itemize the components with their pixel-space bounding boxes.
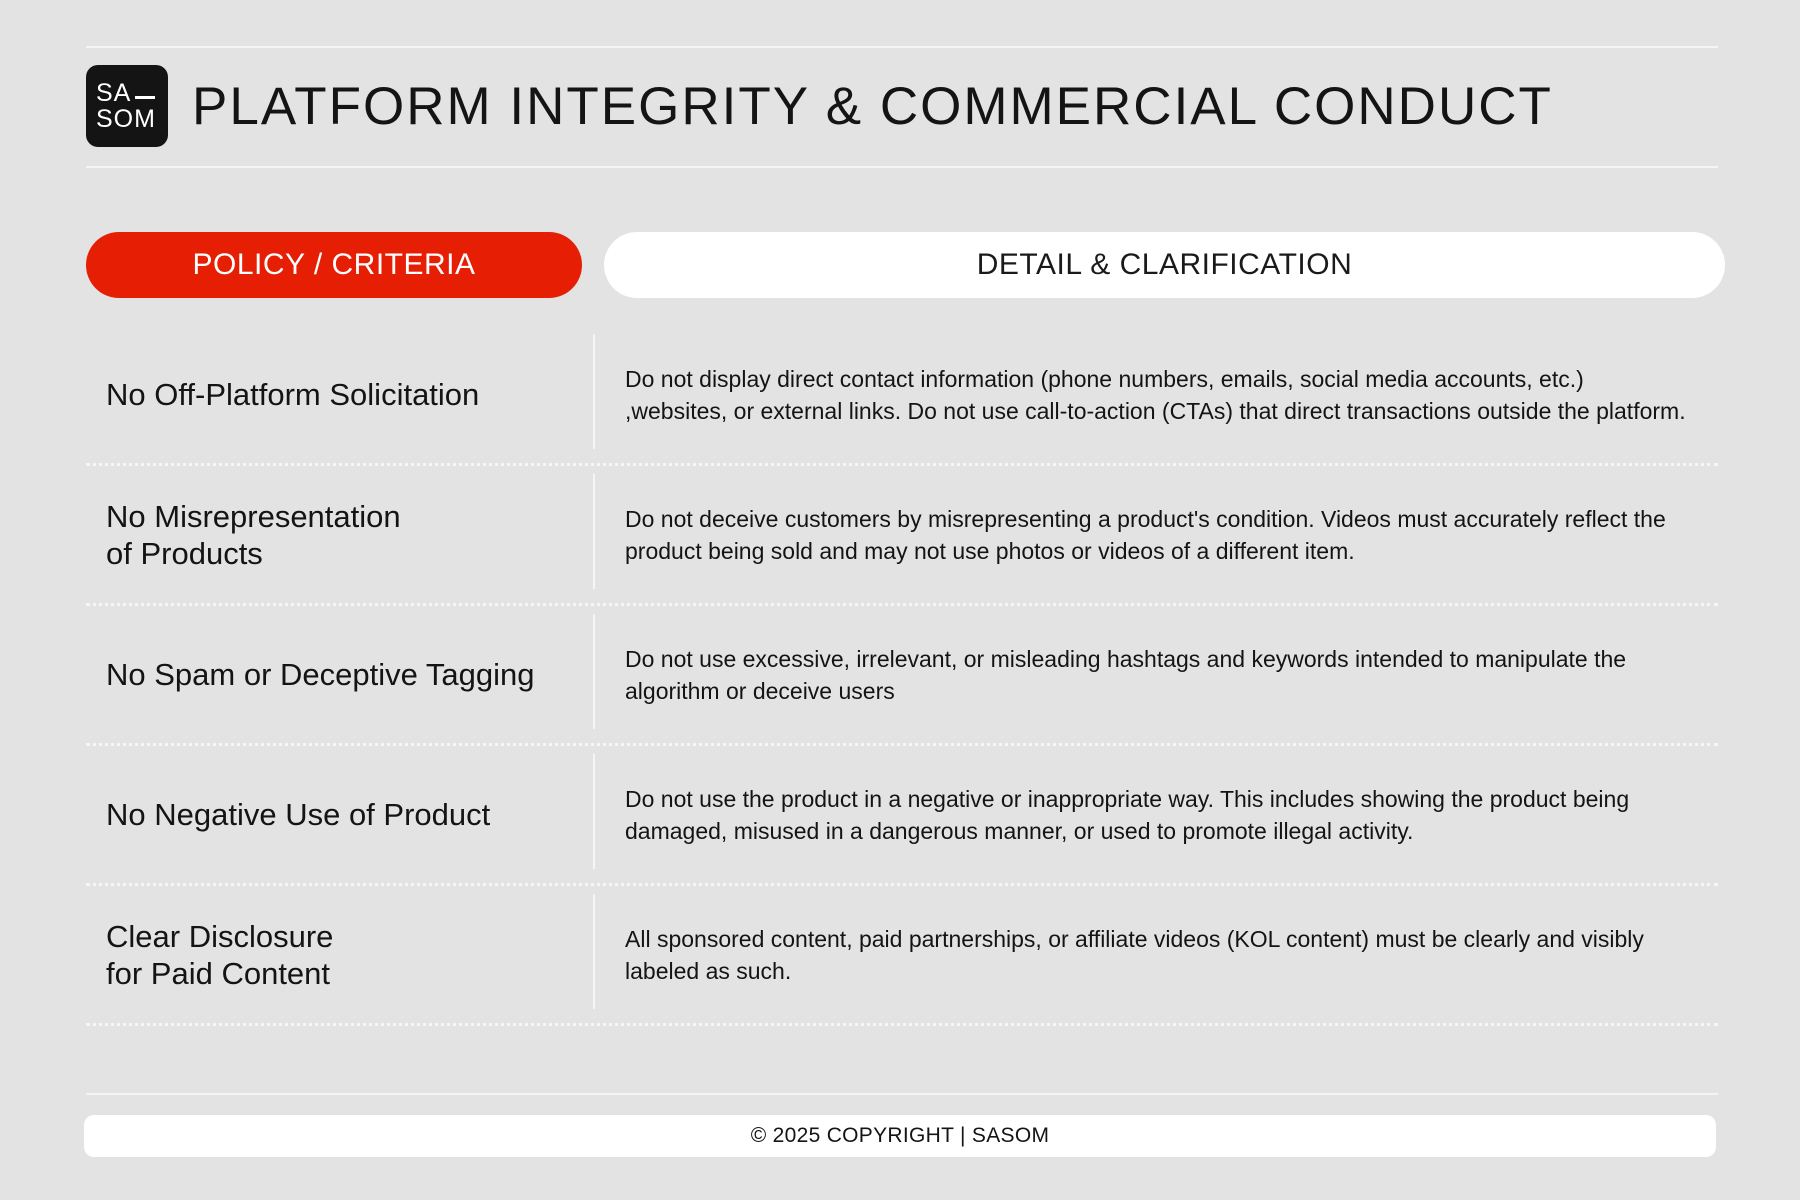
criteria-cell: No Spam or Deceptive Tagging — [106, 657, 535, 692]
criteria-cell: Clear Disclosure for Paid Content — [106, 918, 334, 991]
header-divider — [86, 166, 1718, 168]
column-divider — [593, 334, 595, 449]
table-row — [86, 746, 1718, 886]
table-row — [86, 886, 1718, 1026]
footer-copyright: © 2025 COPYRIGHT | SASOM — [84, 1115, 1716, 1157]
detail-cell: Do not deceive customers by misrepresenting a product's condition. Videos must accurately reflect the product being sold and may not use photos or videos of a different item. — [625, 505, 1666, 564]
detail-cell: Do not use excessive, irrelevant, or misleading hashtags and keywords intended to manipulate the algorithm or deceive users — [625, 645, 1627, 704]
sasom-logo — [86, 65, 168, 147]
detail-cell: All sponsored content, paid partnerships, or affiliate videos (KOL content) must be clearly and visibly labeled as such. — [625, 925, 1644, 984]
column-divider — [593, 754, 595, 869]
logo-dash — [135, 96, 155, 99]
criteria-cell: No Misrepresentation of Products — [106, 498, 401, 571]
policy-criteria-header: POLICY / CRITERIA — [86, 232, 582, 298]
logo-text-line2: SOM — [96, 105, 156, 133]
table-row — [86, 466, 1718, 606]
criteria-cell: No Negative Use of Product — [106, 797, 491, 832]
detail-cell: Do not display direct contact information (phone numbers, emails, social media accounts, etc.) ,websites, or external links. Do not use call-to-action (CTAs) that direct transactions outside the platform. — [625, 365, 1686, 424]
top-divider — [86, 46, 1718, 48]
detail-cell: Do not use the product in a negative or inappropriate way. This includes showing the product being damaged, misused in a dangerous manner, or used to promote illegal activity. — [625, 785, 1630, 844]
logo-text-line1: SA — [96, 79, 132, 107]
column-divider — [593, 474, 595, 589]
footer-divider — [86, 1093, 1718, 1095]
criteria-cell: No Off-Platform Solicitation — [106, 377, 480, 412]
table-row — [86, 326, 1718, 466]
page-title: PLATFORM INTEGRITY & COMMERCIAL CONDUCT — [192, 76, 1553, 136]
column-divider — [593, 614, 595, 729]
column-divider — [593, 894, 595, 1009]
detail-clarification-header: DETAIL & CLARIFICATION — [604, 232, 1725, 298]
header — [86, 65, 1553, 147]
table-row — [86, 606, 1718, 746]
policy-table — [86, 326, 1718, 1026]
